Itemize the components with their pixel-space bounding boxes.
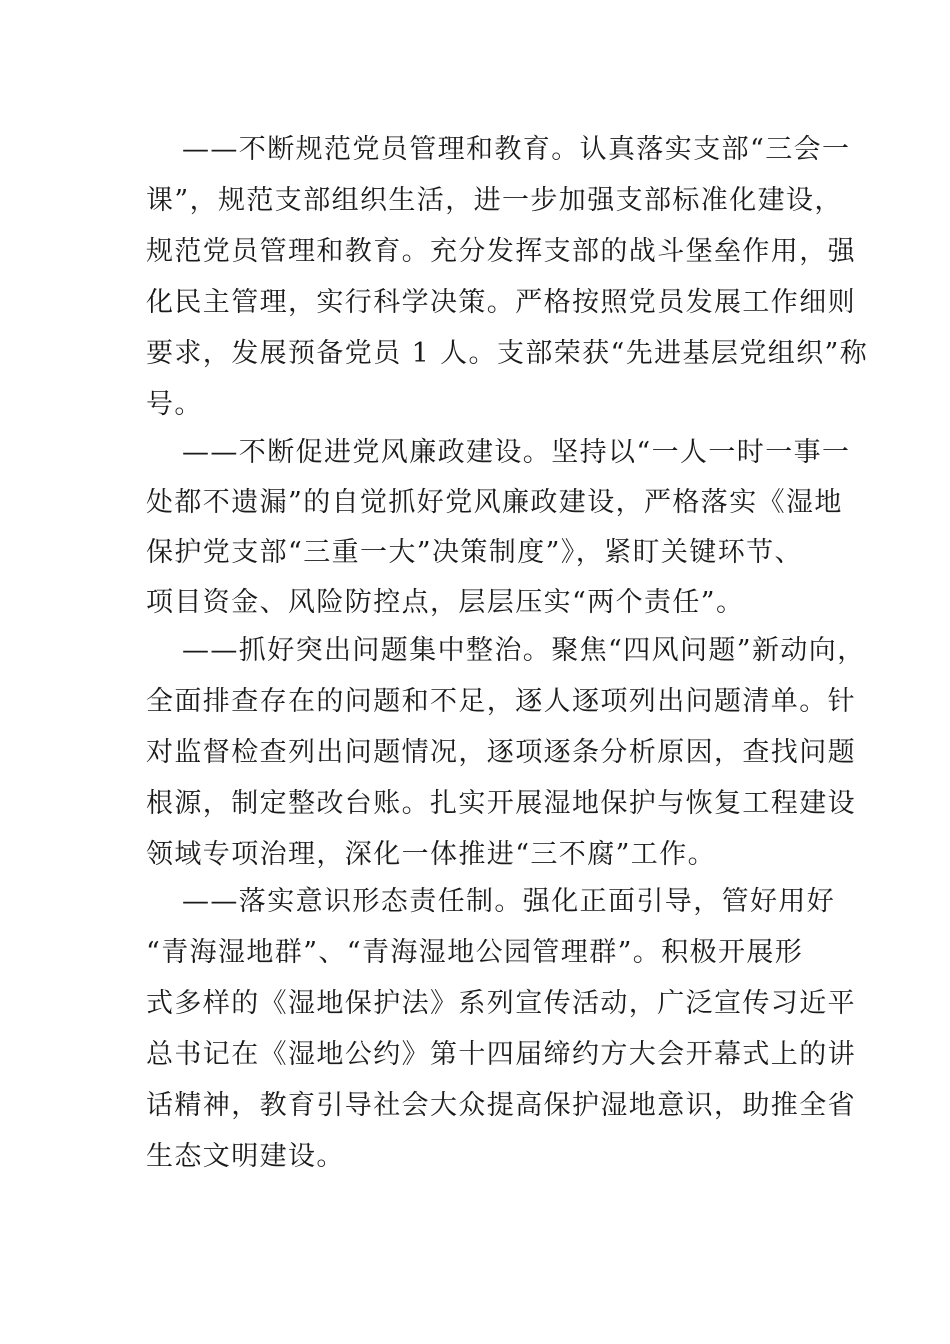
paragraph-4-line-5: 话精神，教育引导社会大众提高保护湿地意识，助推全省	[146, 1090, 856, 1121]
paragraph-3-line-3: 对监督检查列出问题情况，逐项逐条分析原因，查找问题	[146, 737, 856, 768]
paragraph-1-line-1: ——不断规范党员管理和教育。认真落实支部“三会一	[182, 134, 851, 165]
paragraph-1-line-2: 课”，规范支部组织生活，进一步加强支部标准化建设，	[146, 185, 843, 216]
paragraph-2-line-2: 处都不遗漏”的自觉抓好党风廉政建设，严格落实《湿地	[146, 487, 843, 518]
paragraph-3-line-4: 根源，制定整改台账。扎实开展湿地保护与恢复工程建设	[146, 788, 856, 819]
paragraph-4-line-6: 生态文明建设。	[146, 1141, 345, 1172]
paragraph-3-line-1: ——抓好突出问题集中整治。聚焦“四风问题”新动向，	[182, 635, 866, 666]
paragraph-3-line-5: 领域专项治理，深化一体推进“三不腐”工作。	[146, 839, 717, 870]
paragraph-2-line-3: 保护党支部“三重一大”决策制度”》，紧盯关键环节、	[146, 537, 803, 568]
paragraph-1-line-4: 化民主管理，实行科学决策。严格按照党员发展工作细则	[146, 287, 856, 318]
paragraph-4-line-4: 总书记在《湿地公约》第十四届缔约方大会开幕式上的讲	[146, 1039, 856, 1070]
paragraph-1-line-6: 号。	[146, 389, 203, 420]
paragraph-4-line-3: 式多样的《湿地保护法》系列宣传活动，广泛宣传习近平	[146, 988, 856, 1019]
paragraph-2-line-4: 项目资金、风险防控点，层层压实“两个责任”。	[146, 587, 745, 618]
paragraph-3-line-2: 全面排查存在的问题和不足，逐人逐项列出问题清单。针	[146, 686, 856, 717]
paragraph-2-line-1: ——不断促进党风廉政建设。坚持以“一人一时一事一	[182, 437, 851, 468]
paragraph-1-line-3: 规范党员管理和教育。充分发挥支部的战斗堡垒作用，强	[146, 236, 856, 267]
paragraph-4-line-1: ——落实意识形态责任制。强化正面引导，管好用好	[182, 886, 836, 917]
paragraph-1-line-5: 要求，发展预备党员 1 人。支部荣获“先进基层党组织”称	[146, 338, 869, 369]
paragraph-4-line-2: “青海湿地群”、“青海湿地公园管理群”。积极开展形	[146, 937, 804, 968]
